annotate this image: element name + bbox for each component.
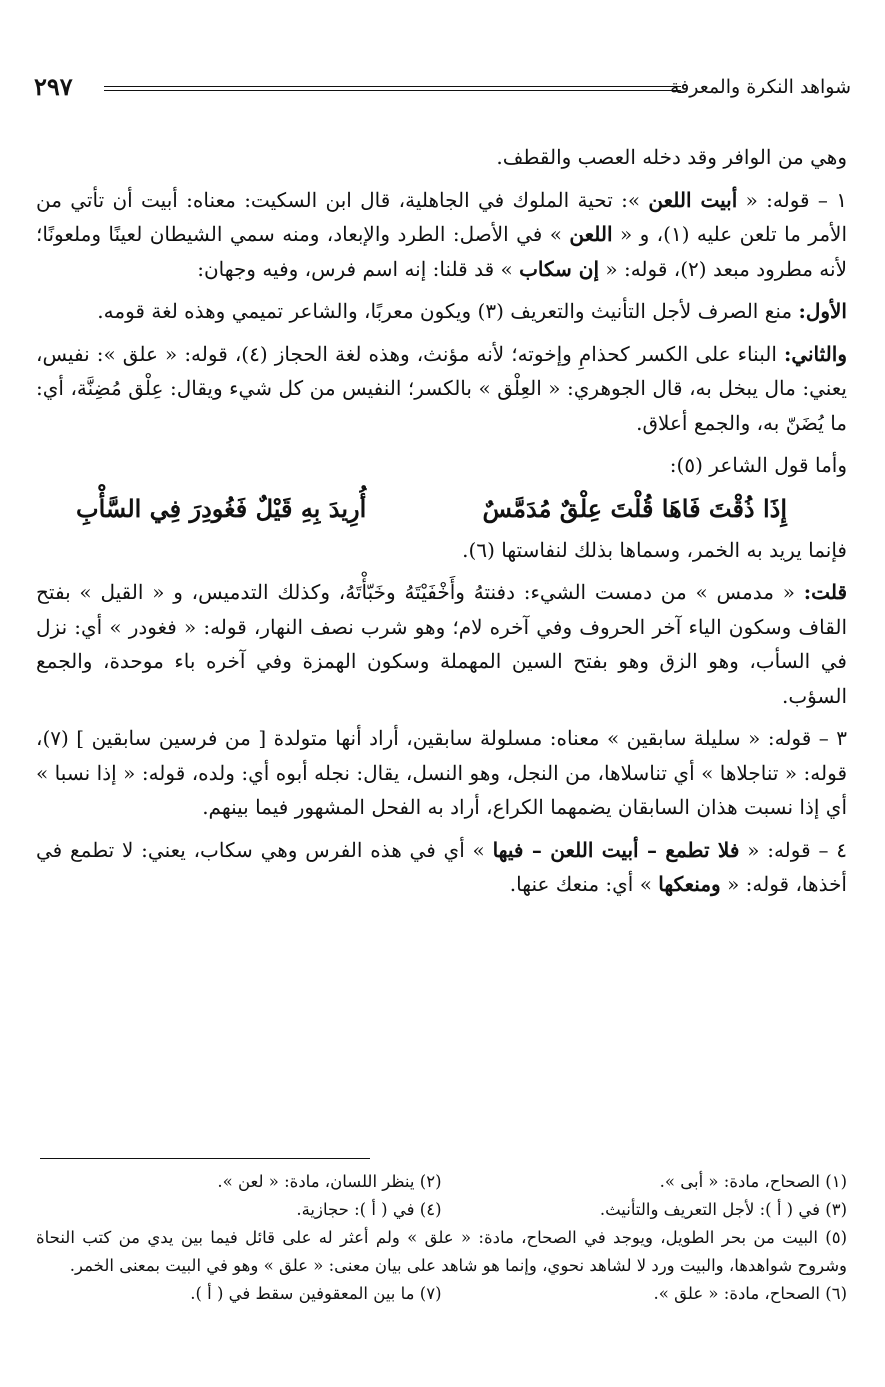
bold-phrase: فلا تطمع – أبيت اللعن – فيها (492, 837, 740, 862)
verse-second-hemistich: أُرِيدَ بِهِ قَيْلٌ فَغُودِرَ فِي السَّأْبِ (76, 493, 367, 523)
paragraph-6: فإنما يريد به الخمر، وسماها بذلك لنفاستها (٦). (462, 537, 847, 562)
paragraph-9: ٤ – قوله: « فلا تطمع – أبيت اللعن – فيها » أي في هذه الفرس وهي سكاب، يعني: لا تطمع في أخذها، قوله: « ومنعكها » أي: منعك عنها. (36, 837, 847, 896)
footnote-ref: (٢) (680, 256, 707, 281)
footnote-2: (٢) ينظر اللسان، مادة: « لعن ». (217, 1172, 442, 1191)
bold-lead: قلت: (803, 580, 847, 604)
paragraph-3: الأول: منع الصرف لأجل التأنيث والتعريف (٣) ويكون معربًا، والشاعر تميمي وهذه لغة قومه. (97, 299, 847, 323)
footnotes (36, 1168, 847, 1308)
footnote-3: (٣) في ( أ ): لأجل التعريف والتأنيث. (599, 1200, 847, 1219)
running-title: شواهد النكرة والمعرفة (670, 76, 851, 98)
footnote-4: (٤) في ( أ ): حجازية. (296, 1200, 442, 1219)
footnote-row (36, 1280, 847, 1308)
verse-first-hemistich: إِذَا ذُقْتَ فَاهَا قُلْتَ عِلْقٌ مُدَمَّسٌ (482, 493, 787, 523)
footnote-row (36, 1196, 847, 1224)
main-text (36, 140, 847, 902)
page-header (34, 72, 851, 112)
footnote-6: (٦) الصحاح، مادة: « علق ». (653, 1284, 847, 1303)
paragraph-7: قلت: « مدمس » من دمست الشيء: دفنتهُ وأَخْفَيْتَهُ وخَبّأْتَهُ، وكذلك التدميس، و « القيل » بفتح القاف وسكون الياء آخر الحروف وفي آخره لام؛ وهو شرب نصف النهار، قوله: « فغودر » أي: نزل في السأب، وهو الزق وهو بفتح السين المهملة وسكون الهمزة وفي آخره باء موحدة، والجمع السؤب. (36, 580, 848, 708)
footnote-5: (٥) البيت من بحر الطويل، ويوجد في الصحاح، مادة: « علق » ولم أعثر له على قائل فيما بين يدي من كتب النحاة وشروح شواهدها، والبيت ورد لا لشاهد نحوي، وإنما هو شاهد على بيان معنى: « علق » وهو في البيت بمعنى الخمر. (36, 1228, 847, 1275)
bold-phrase: إن سكاب (519, 256, 600, 281)
bold-phrase: أبيت اللعن (648, 187, 738, 212)
page-number: ٢٩٧ (34, 72, 73, 101)
paragraph-8: ٣ – قوله: « سليلة سابقين » معناه: مسلولة سابقين، أراد أنها متولدة [ من فرسين سابقين ] (٧)، قوله: « تناجلاها » أي تناسلاها، من النجل، وهو النسل، يقال: نجله أبوه أي: ولده، قوله: « إذا نسبا » أي إذا نسبت هذان السابقان يضمهما الكراع، أراد به الفحل المشهور فيما بينهم. (36, 726, 847, 819)
footnote-rule (40, 1158, 370, 1159)
footnote-ref: (٣) (477, 299, 504, 323)
bold-phrase: اللعن (569, 222, 613, 246)
paragraph-5: وأما قول الشاعر (٥): (669, 453, 847, 477)
bold-lead: الأول: (798, 299, 847, 323)
footnote-7: (٧) ما بين المعقوفين سقط في ( أ ). (190, 1284, 442, 1303)
footnote-ref: (٤) (241, 341, 268, 366)
paragraph-4: والثاني: البناء على الكسر كحذامِ وإخوته؛ لأنه مؤنث، وهذه لغة الحجاز (٤)، قوله: « علق »: نفيس، يعني: مال يبخل به، قال الجوهري: « العِلْق » بالكسر؛ النفيس من كل شيء ويقال: عِلْق مُضِنَّة، أي: ما يُضَنّ به، والجمع أعلاق. (36, 341, 847, 435)
footnote-ref: (٧) (42, 726, 69, 750)
bold-phrase: ومنعكها (658, 872, 721, 896)
header-rule (104, 86, 681, 91)
poetry-verse (36, 487, 847, 531)
footnote-1: (١) الصحاح، مادة: « أبى ». (659, 1172, 847, 1191)
footnote-ref: (١) (663, 222, 690, 246)
paragraph-1: وهي من الوافر وقد دخله العصب والقطف. (496, 145, 847, 169)
footnote-ref: (٥) (676, 453, 703, 477)
footnote-row (36, 1168, 847, 1196)
bold-lead: والثاني: (783, 341, 847, 366)
paragraph-2: ١ – قوله: « أبيت اللعن »: تحية الملوك في الجاهلية، قال ابن السكيت: معناه: أبيت أن تأتي من الأمر ما تلعن عليه (١)، و « اللعن » في الأصل: الطرد والإبعاد، ومنه سمي الشيطان لعينًا وملعونًا؛ لأنه مطرود مبعد (٢)، قوله: « إن سكاب » قد قلنا: إنه اسم فرس، وفيه وجهان: (36, 187, 848, 281)
footnote-ref: (٦) (468, 537, 495, 562)
